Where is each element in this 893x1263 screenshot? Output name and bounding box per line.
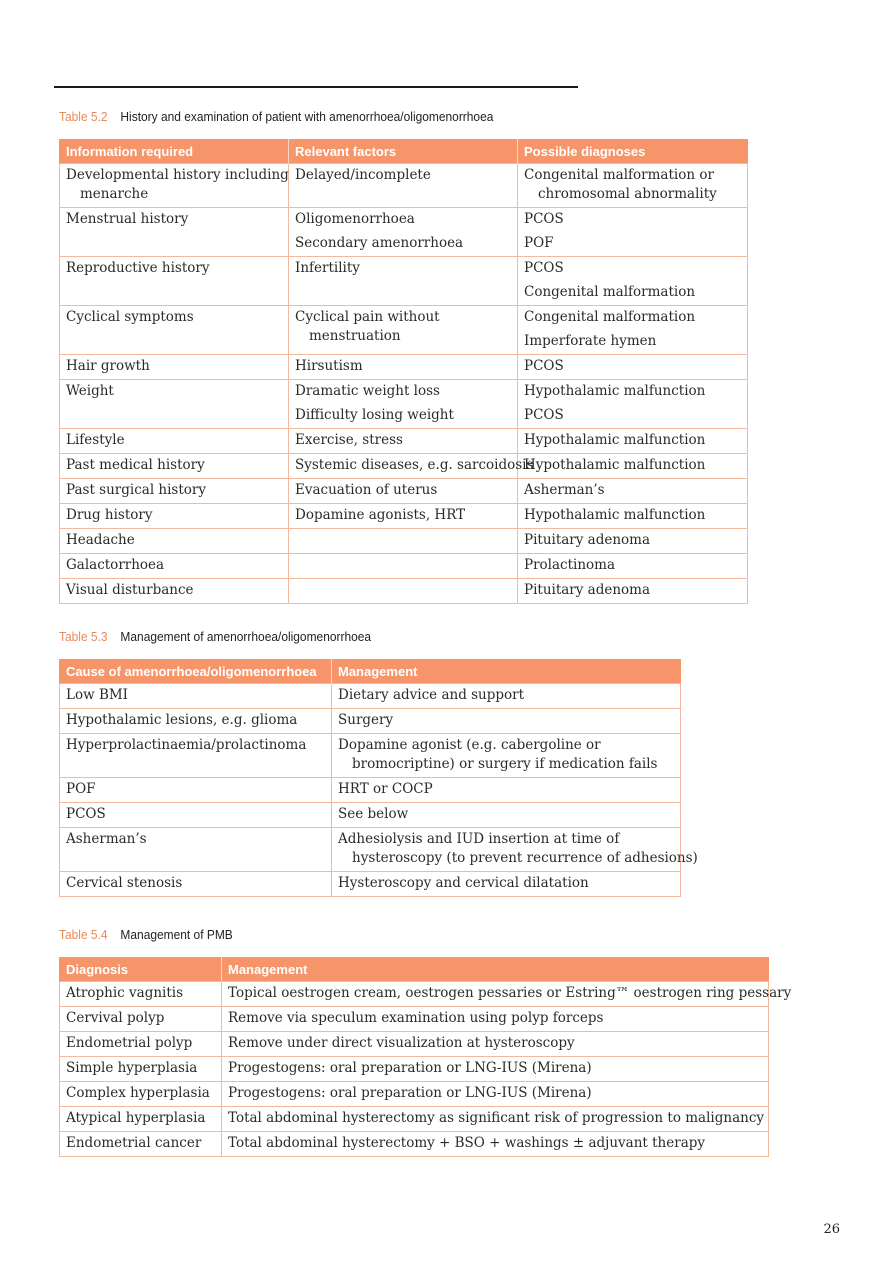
cell-text: Developmental history including: [66, 167, 289, 183]
table-5-2-caption: [59, 109, 493, 124]
cell-text: Delayed/incomplete: [295, 167, 431, 183]
cell-text: Lifestyle: [66, 432, 125, 448]
information-cell: [60, 579, 289, 604]
diagnoses-cell: [518, 504, 748, 529]
management-cell: [222, 1032, 769, 1057]
information-cell: [60, 504, 289, 529]
management-cell: [332, 709, 681, 734]
column-header-diagnosis: Diagnosis: [60, 957, 222, 982]
information-cell: [60, 355, 289, 380]
cell-text: Drug history: [66, 507, 153, 523]
table-5-2: [59, 139, 748, 604]
cell-text: POF: [66, 781, 96, 797]
information-cell: [60, 306, 289, 355]
column-header-cause: Cause of amenorrhoea/oligomenorrhoea: [60, 659, 332, 684]
cell-text: Atrophic vagnitis: [66, 985, 184, 1001]
cell-text: [295, 581, 511, 600]
table-row: [60, 454, 748, 479]
diagnosis-cell: [60, 1132, 222, 1157]
cell-text: Evacuation of uterus: [295, 482, 438, 498]
table-5-4: [59, 957, 792, 1157]
cell-text: Cyclical symptoms: [66, 309, 194, 325]
cell-text: Progestogens: oral preparation or LNG-IUS (Mirena): [228, 1060, 592, 1076]
table-row: [60, 1007, 769, 1032]
cell-text: Congenital malformation: [524, 309, 696, 325]
factors-cell: [289, 208, 518, 257]
cell-text: Prolactinoma: [524, 557, 616, 573]
cell-text: Adhesiolysis and IUD insertion at time of: [338, 831, 620, 847]
management-cell: [222, 1082, 769, 1107]
top-rule: [54, 86, 578, 88]
information-cell: [60, 529, 289, 554]
table-row: [60, 579, 748, 604]
cell-text: Infertility: [295, 260, 360, 276]
diagnoses-cell: [518, 479, 748, 504]
cell-text: Complex hyperplasia: [66, 1085, 210, 1101]
factors-cell: [289, 429, 518, 454]
factors-cell: [289, 164, 518, 208]
cell-text: Endometrial polyp: [66, 1035, 193, 1051]
diagnoses-cell: [518, 529, 748, 554]
management-cell: [222, 1107, 769, 1132]
cell-text: PCOS: [524, 260, 564, 276]
cell-text: POF: [524, 235, 554, 251]
table-row: [60, 1107, 769, 1132]
cell-text: Weight: [66, 383, 114, 399]
table-row: [60, 380, 748, 429]
cell-text: Cervical stenosis: [66, 875, 183, 891]
table-5-3-number: Table 5.3: [59, 629, 108, 644]
cell-text: Hyperprolactinaemia/prolactinoma: [66, 737, 307, 753]
table-row: [60, 872, 681, 897]
information-cell: [60, 479, 289, 504]
diagnoses-cell: [518, 579, 748, 604]
information-cell: [60, 208, 289, 257]
cell-text: Hair growth: [66, 358, 150, 374]
cell-text: PCOS: [524, 211, 564, 227]
diagnoses-cell: [518, 306, 748, 355]
cell-text: Pituitary adenoma: [524, 582, 651, 598]
table-row: [60, 164, 748, 208]
management-cell: [332, 684, 681, 709]
information-cell: [60, 429, 289, 454]
management-cell: [332, 778, 681, 803]
cell-text: Systemic diseases, e.g. sarcoidosis: [295, 457, 534, 473]
cell-text: HRT or COCP: [338, 781, 433, 797]
cell-text: chromosomal abnormality: [538, 186, 717, 202]
cell-text: Hypothalamic malfunction: [524, 457, 706, 473]
column-header-management: Management: [332, 659, 681, 684]
cell-text: menarche: [80, 186, 149, 202]
table-header-row: [60, 957, 769, 982]
factors-cell: [289, 504, 518, 529]
table-header-row: [60, 139, 748, 164]
table-header-row: [60, 659, 681, 684]
column-header-management: Management: [222, 957, 769, 982]
cell-text: PCOS: [66, 806, 106, 822]
cell-text: Remove via speculum examination using polyp forceps: [228, 1010, 604, 1026]
diagnoses-cell: [518, 380, 748, 429]
table-5-3: [59, 659, 698, 897]
cell-text: Congenital malformation or: [524, 167, 714, 183]
diagnoses-cell: [518, 164, 748, 208]
information-cell: [60, 257, 289, 306]
column-header-factors: Relevant factors: [289, 139, 518, 164]
cell-text: PCOS: [524, 358, 564, 374]
table-5-3-caption: [59, 629, 371, 644]
column-header-diagnoses: Possible diagnoses: [518, 139, 748, 164]
table-5-4-title: Management of PMB: [120, 927, 233, 942]
cell-text: Congenital malformation: [524, 284, 696, 300]
cell-text: Exercise, stress: [295, 432, 403, 448]
cell-text: Simple hyperplasia: [66, 1060, 198, 1076]
cell-text: Dopamine agonists, HRT: [295, 507, 466, 523]
cell-text: Imperforate hymen: [524, 333, 657, 349]
table-row: [60, 257, 748, 306]
diagnoses-cell: [518, 208, 748, 257]
table-row: [60, 684, 681, 709]
cell-text: Visual disturbance: [66, 582, 194, 598]
table-row: [60, 734, 681, 778]
factors-cell: [289, 529, 518, 554]
cell-text: Asherman’s: [524, 482, 605, 498]
cell-text: See below: [338, 806, 409, 822]
factors-cell: [289, 554, 518, 579]
cause-cell: [60, 803, 332, 828]
cell-text: Hirsutism: [295, 358, 363, 374]
management-cell: [332, 803, 681, 828]
diagnoses-cell: [518, 454, 748, 479]
table-row: [60, 1032, 769, 1057]
table-5-2-number: Table 5.2: [59, 109, 108, 124]
diagnoses-cell: [518, 429, 748, 454]
cell-text: Dopamine agonist (e.g. cabergoline or: [338, 737, 601, 753]
table-row: [60, 982, 769, 1007]
table-row: [60, 1082, 769, 1107]
factors-cell: [289, 306, 518, 355]
cell-text: Topical oestrogen cream, oestrogen pessaries or Estring™ oestrogen ring pessary: [228, 985, 792, 1001]
table-row: [60, 306, 748, 355]
diagnoses-cell: [518, 554, 748, 579]
cell-text: Menstrual history: [66, 211, 189, 227]
table-row: [60, 1132, 769, 1157]
diagnosis-cell: [60, 1107, 222, 1132]
cause-cell: [60, 709, 332, 734]
column-header-information: Information required: [60, 139, 289, 164]
cell-text: Difficulty losing weight: [295, 407, 454, 423]
management-cell: [222, 1007, 769, 1032]
cell-text: Secondary amenorrhoea: [295, 235, 464, 251]
cell-text: [295, 556, 511, 575]
table-5-4-number: Table 5.4: [59, 927, 108, 942]
management-cell: [222, 982, 792, 1007]
diagnosis-cell: [60, 1082, 222, 1107]
cell-text: Total abdominal hysterectomy + BSO + washings ± adjuvant therapy: [228, 1135, 706, 1151]
management-cell: [332, 734, 681, 778]
cause-cell: [60, 778, 332, 803]
cell-text: menstruation: [309, 328, 401, 344]
cell-text: PCOS: [524, 407, 564, 423]
cell-text: Cervival polyp: [66, 1010, 165, 1026]
factors-cell: [289, 479, 518, 504]
table-row: [60, 529, 748, 554]
table-5-3-title: Management of amenorrhoea/oligomenorrhoea: [120, 629, 372, 644]
table-row: [60, 208, 748, 257]
management-cell: [332, 872, 681, 897]
cell-text: Past surgical history: [66, 482, 206, 498]
information-cell: [60, 164, 289, 208]
table-row: [60, 803, 681, 828]
diagnosis-cell: [60, 1032, 222, 1057]
page-number: 26: [823, 1222, 840, 1237]
table-row: [60, 828, 681, 872]
cell-text: [295, 531, 511, 550]
diagnosis-cell: [60, 982, 222, 1007]
cell-text: Atypical hyperplasia: [66, 1110, 206, 1126]
cell-text: Endometrial cancer: [66, 1135, 202, 1151]
cause-cell: [60, 828, 332, 872]
cell-text: Pituitary adenoma: [524, 532, 651, 548]
factors-cell: [289, 380, 518, 429]
management-cell: [222, 1057, 769, 1082]
cell-text: Dramatic weight loss: [295, 383, 440, 399]
diagnosis-cell: [60, 1057, 222, 1082]
cell-text: Oligomenorrhoea: [295, 211, 415, 227]
cell-text: Reproductive history: [66, 260, 210, 276]
table-row: [60, 429, 748, 454]
information-cell: [60, 380, 289, 429]
information-cell: [60, 554, 289, 579]
cell-text: Dietary advice and support: [338, 687, 525, 703]
cell-text: Remove under direct visualization at hysteroscopy: [228, 1035, 575, 1051]
table-row: [60, 479, 748, 504]
table-row: [60, 778, 681, 803]
cell-text: Asherman’s: [66, 831, 147, 847]
table-row: [60, 554, 748, 579]
cell-text: Hypothalamic lesions, e.g. glioma: [66, 712, 298, 728]
diagnoses-cell: [518, 355, 748, 380]
table-5-2-title: History and examination of patient with amenorrhoea/oligomenorrhoea: [120, 109, 494, 124]
cell-text: hysteroscopy (to prevent recurrence of adhesions): [352, 850, 698, 866]
cause-cell: [60, 734, 332, 778]
cell-text: Progestogens: oral preparation or LNG-IUS (Mirena): [228, 1085, 592, 1101]
cell-text: Cyclical pain without: [295, 309, 440, 325]
table-5-4-caption: [59, 927, 233, 942]
cell-text: bromocriptine) or surgery if medication fails: [352, 756, 658, 772]
cell-text: Surgery: [338, 712, 394, 728]
factors-cell: [289, 454, 534, 479]
cell-text: Past medical history: [66, 457, 205, 473]
cell-text: Galactorrhoea: [66, 557, 165, 573]
cell-text: Low BMI: [66, 687, 129, 703]
cell-text: Hypothalamic malfunction: [524, 383, 706, 399]
table-row: [60, 504, 748, 529]
table-row: [60, 1057, 769, 1082]
cell-text: Hypothalamic malfunction: [524, 507, 706, 523]
management-cell: [332, 828, 698, 872]
cell-text: Hypothalamic malfunction: [524, 432, 706, 448]
diagnosis-cell: [60, 1007, 222, 1032]
cause-cell: [60, 872, 332, 897]
table-row: [60, 355, 748, 380]
factors-cell: [289, 257, 518, 306]
cell-text: Hysteroscopy and cervical dilatation: [338, 875, 589, 891]
management-cell: [222, 1132, 769, 1157]
cell-text: Total abdominal hysterectomy as significant risk of progression to malignancy: [228, 1110, 765, 1126]
table-row: [60, 709, 681, 734]
cell-text: Headache: [66, 532, 135, 548]
cause-cell: [60, 684, 332, 709]
information-cell: [60, 454, 289, 479]
diagnoses-cell: [518, 257, 748, 306]
factors-cell: [289, 355, 518, 380]
factors-cell: [289, 579, 518, 604]
